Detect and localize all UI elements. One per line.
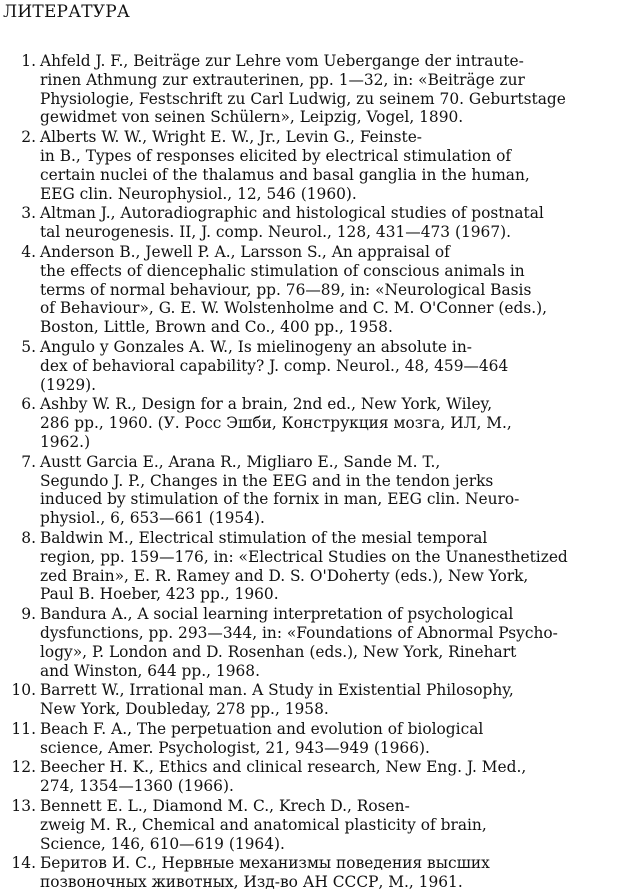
- reference-line: 1962.): [40, 432, 91, 451]
- reference-item: [0, 395, 620, 451]
- reference-line: physiol., 6, 653—661 (1954).: [40, 509, 265, 528]
- reference-number: 7.: [21, 452, 36, 471]
- reference-line: Boston, Little, Brown and Co., 400 pp., 1958.: [40, 318, 393, 337]
- reference-number: 5.: [21, 337, 36, 356]
- reference-line: Anderson B., Jewell P. A., Larsson S., An appraisal of: [40, 242, 450, 261]
- page-heading: ЛИТЕРАТУРА: [3, 2, 131, 22]
- reference-item: [0, 854, 620, 892]
- reference-line: zed Brain», E. R. Ramey and D. S. O'Doherty (eds.), New York,: [40, 566, 529, 585]
- reference-line: Alberts W. W., Wright E. W., Jr., Levin G., Feinste-: [40, 128, 423, 147]
- reference-line: in B., Types of responses elicited by electrical stimulation of: [40, 146, 512, 165]
- reference-line: EEG clin. Neurophysiol., 12, 546 (1960).: [40, 184, 357, 203]
- reference-line: terms of normal behaviour, pp. 76—89, in: «Neurological Basis: [40, 280, 532, 299]
- reference-line: gewidmet von seinen Schülern», Leipzig, Vogel, 1890.: [40, 108, 464, 127]
- reference-line: Science, 146, 610—619 (1964).: [40, 834, 285, 853]
- reference-line: Barrett W., Irrational man. A Study in Existential Philosophy,: [40, 681, 514, 700]
- reference-number: 4.: [21, 242, 36, 261]
- reference-line: Beecher H. K., Ethics and clinical research, New Eng. J. Med.,: [40, 758, 527, 777]
- reference-line: zweig M. R., Chemical and anatomical plasticity of brain,: [40, 815, 487, 834]
- reference-line: Ahfeld J. F., Beiträge zur Lehre vom Uebergange der intraute-: [40, 52, 524, 70]
- reference-item: [0, 681, 620, 719]
- reference-item: [0, 128, 620, 203]
- reference-item: [0, 605, 620, 680]
- reference-item: [0, 720, 620, 758]
- reference-list: [0, 52, 620, 893]
- reference-line: New York, Doubleday, 278 pp., 1958.: [40, 700, 329, 719]
- reference-item: [0, 52, 620, 127]
- reference-number: 12.: [11, 758, 36, 777]
- reference-line: logy», P. London and D. Rosenhan (eds.), New York, Rinehart: [40, 642, 517, 661]
- reference-item: [0, 453, 620, 528]
- reference-number: 6.: [21, 395, 36, 414]
- reference-item: [0, 243, 620, 337]
- reference-item: [0, 204, 620, 242]
- reference-line: Segundo J. P., Changes in the EEG and in the tendon jerks: [40, 471, 494, 490]
- reference-line: induced by stimulation of the fornix in man, EEG clin. Neuro-: [40, 490, 520, 509]
- reference-line: and Winston, 644 pp., 1968.: [40, 661, 260, 680]
- reference-item: [0, 529, 620, 604]
- reference-line: Physiologie, Festschrift zu Carl Ludwig, zu seinem 70. Geburtstage: [40, 89, 566, 108]
- reference-line: позвоночных животных, Изд-во АН СССР, М., 1961.: [40, 873, 463, 892]
- reference-line: Ashby W. R., Design for a brain, 2nd ed., New York, Wiley,: [40, 395, 493, 414]
- reference-line: Paul B. Hoeber, 423 pp., 1960.: [40, 585, 279, 604]
- reference-item: [0, 758, 620, 796]
- reference-line: science, Amer. Psychologist, 21, 943—949 (1966).: [40, 738, 430, 757]
- reference-line: 286 pp., 1960. (У. Росс Эшби, Конструкция мозга, ИЛ, М.,: [40, 414, 512, 433]
- reference-number: 13.: [11, 797, 36, 816]
- reference-number: 8.: [21, 528, 36, 547]
- reference-item: [0, 797, 620, 853]
- reference-number: 1.: [21, 52, 36, 70]
- reference-line: dysfunctions, pp. 293—344, in: «Foundations of Abnormal Psycho-: [40, 623, 558, 642]
- reference-number: 11.: [11, 719, 36, 738]
- reference-line: dex of behavioral capability? J. comp. Neurol., 48, 459—464: [40, 356, 509, 375]
- reference-line: Bennett E. L., Diamond M. C., Krech D., Rosen-: [40, 797, 410, 816]
- reference-line: Altman J., Autoradiographic and histological studies of postnatal: [40, 204, 544, 223]
- reference-line: tal neurogenesis. II, J. comp. Neurol., 128, 431—473 (1967).: [40, 223, 512, 242]
- reference-line: Bandura A., A social learning interpretation of psychological: [40, 605, 514, 624]
- reference-line: the effects of diencephalic stimulation of conscious animals in: [40, 261, 525, 280]
- reference-line: certain nuclei of the thalamus and basal ganglia in the human,: [40, 165, 530, 184]
- reference-line: Беритов И. С., Нервные механизмы поведения высших: [40, 854, 490, 873]
- reference-line: (1929).: [40, 375, 97, 394]
- reference-line: of Behaviour», G. E. W. Wolstenholme and C. M. O'Conner (eds.),: [40, 299, 548, 318]
- reference-number: 10.: [11, 681, 36, 700]
- reference-item: [0, 338, 620, 394]
- reference-line: rinen Athmung zur extrauterinen, pp. 1—32, in: «Beiträge zur: [40, 70, 525, 89]
- reference-line: Baldwin M., Electrical stimulation of the mesial temporal: [40, 528, 488, 547]
- reference-number: 14.: [11, 854, 36, 873]
- reference-number: 9.: [21, 605, 36, 624]
- reference-line: Angulo y Gonzales A. W., Is mielinogeny an absolute in-: [40, 337, 472, 356]
- reference-line: Beach F. A., The perpetuation and evolution of biological: [40, 719, 484, 738]
- reference-number: 3.: [21, 204, 36, 223]
- reference-line: Austt Garcia E., Arana R., Migliaro E., Sande M. T.,: [40, 452, 441, 471]
- reference-number: 2.: [21, 128, 36, 147]
- reference-line: 274, 1354—1360 (1966).: [40, 777, 234, 796]
- reference-line: region, pp. 159—176, in: «Electrical Studies on the Unanesthetized: [40, 547, 568, 566]
